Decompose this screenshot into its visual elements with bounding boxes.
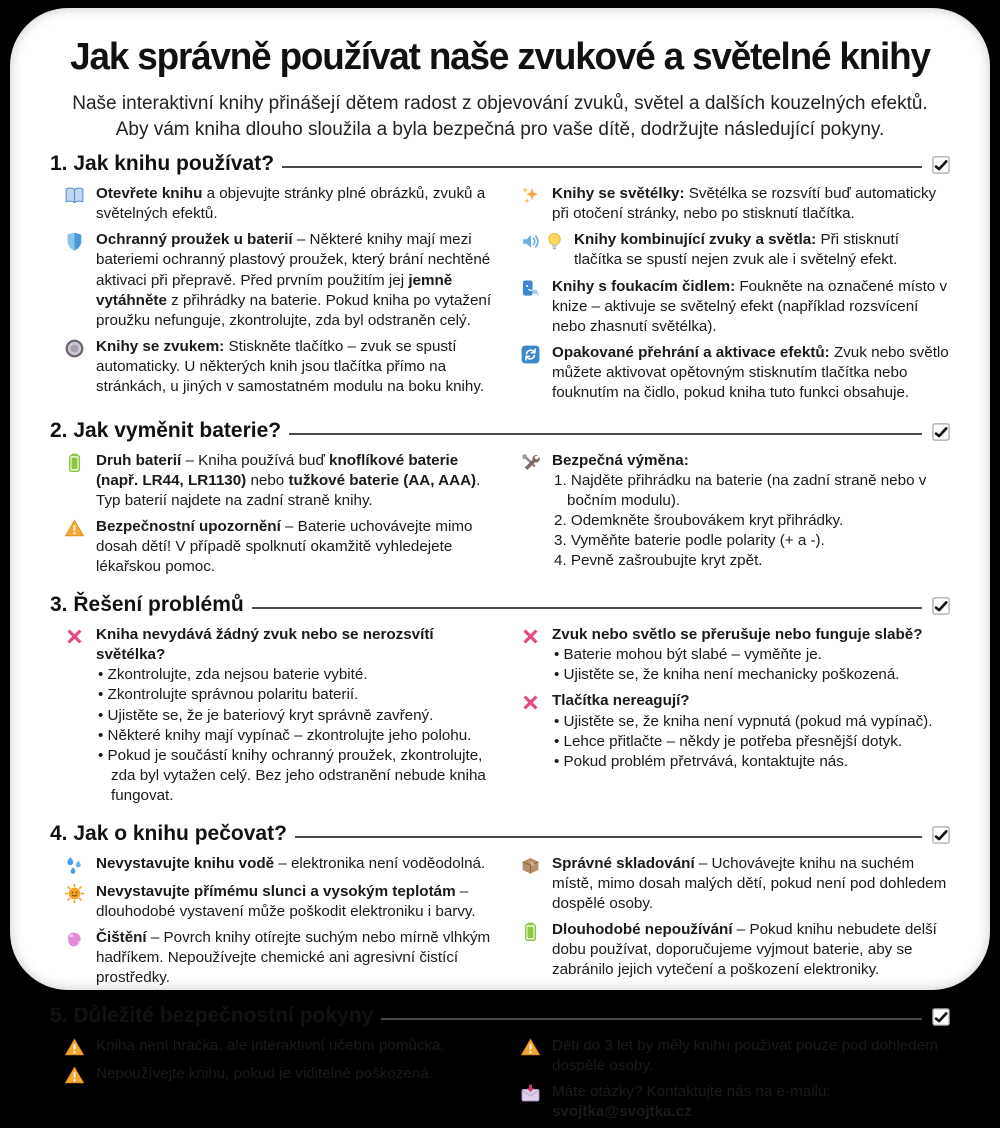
text-regular: – Kniha používá buď [181,451,330,469]
text-regular: Světélka se rozsvítí buď automaticky při otočení stránky, nebo po stisknutí tlačítka. [552,185,937,223]
instruction-text [96,337,494,397]
instruction-item [64,1036,494,1058]
warning-icon [64,1037,85,1058]
bullet-line: • Ujistěte se, že kniha není vypnutá (pokud má vypínač). [554,712,933,730]
text-bold: Zvuk nebo světlo se přerušuje nebo funguje slabě? [552,626,923,644]
instruction-text [96,882,494,922]
item-icons [520,920,543,980]
text-bold: Knihy se zvukem: [96,337,225,355]
item-icons [520,343,543,403]
instruction-text [96,928,494,988]
open-book-icon [64,185,85,206]
instruction-text [96,625,494,806]
item-icons [64,1036,87,1058]
bullet-line: • Lehce přitlačte – někdy je potřeba přesnější dotyk. [554,732,903,750]
instruction-item [64,451,494,511]
text-regular: – Povrch knihy otírejte suchým nebo mírně vlhkým hadříkem. Nepoužívejte chemické ani agresivní čistící prostředky. [96,928,491,987]
sun-icon [64,883,85,904]
section-title: 4. Jak o knihu pečovat? [50,821,287,845]
page-title: Jak správně používat naše zvukové a světelné knihy [70,36,930,78]
instruction-item [64,337,494,397]
instruction-item [64,882,494,922]
section-columns [50,621,950,812]
x-icon [520,692,541,713]
bullet-line: • Pokud je součástí knihy ochranný proužek, zkontrolujte, zda byl vytažen celý. Bez jeho odstranění nebude kniha fungovat. [98,746,486,804]
instruction-item [520,1082,950,1122]
item-icons [64,184,87,224]
item-icons [64,882,87,922]
x-icon [64,626,85,647]
section-heading-row [50,152,950,176]
text-bold: Čištění [96,928,147,946]
text-bold: Knihy kombinující zvuky a světla: [574,231,817,249]
text-regular: Při stisknutí tlačítka se spustí nejen zvuk ale i světelný efekt. [574,231,899,269]
repeat-icon [520,344,541,365]
section-title: 5. Důležité bezpečnostní pokyny [50,1004,374,1028]
item-icons [64,337,87,397]
warning-icon [64,518,85,539]
item-icons [520,854,543,914]
item-icons [520,277,543,337]
column-left [64,1032,494,1128]
text-regular: nebo [246,471,289,489]
instruction-text [552,1082,950,1122]
text-regular: z přihrádky na baterie. Pokud kniha po vytažení proužku nefunguje, zkontrolujte, zda byl odstraněn celý. [96,291,492,329]
leaflet-page [10,8,990,1121]
warning-icon [64,1065,85,1086]
item-icons [520,1036,543,1076]
text-bold: Správné skladování [552,854,695,872]
text-bold: Otevřete knihu [96,185,203,203]
bullet-line: 2. Odemkněte šroubovákem kryt přihrádky. [554,512,844,530]
section-replace-batteries [50,419,950,583]
section-safety [50,1004,950,1128]
instruction-text [96,854,494,876]
section-heading-row [50,822,950,846]
instruction-text [552,343,950,403]
bullet-line: • Ujistěte se, že je bateriový kryt správně zavřený. [98,706,434,724]
section-columns [50,850,950,994]
text-bold: Kniha nevydává žádný zvuk nebo se nerozsvítí světélka? [96,626,434,664]
bullet-line: • Baterie mohou být slabé – vyměňte je. [554,646,822,664]
instruction-text [552,625,950,685]
battery-icon [64,452,85,473]
intro-text [50,91,950,142]
bullet-line: 3. Vyměňte baterie podle polarity (+ a -). [554,532,825,550]
instruction-item [520,230,950,270]
instruction-item [520,854,950,914]
section-heading-row [50,419,950,443]
warning-icon [520,1037,541,1058]
mail-icon [520,1083,541,1104]
text-bold: Dlouhodobé nepoužívání [552,921,733,939]
section-title: 1. Jak knihu používat? [50,152,275,176]
item-icons [64,854,87,876]
section-divider [282,166,922,168]
checkbox-checked-icon [932,597,950,615]
item-icons [520,230,565,270]
checkbox-checked-icon [932,423,950,441]
instruction-item [64,928,494,988]
column-right [520,447,950,583]
text-regular: a objevujte stránky plné obrázků, zvuků a světelných efektů. [96,185,486,223]
column-left [64,621,494,812]
text-bold: svojtka@svojtka.cz [552,1103,692,1121]
section-title: 2. Jak vyměnit baterie? [50,418,282,442]
instruction-text [96,184,494,224]
section-divider [252,607,922,609]
instruction-item [64,625,494,806]
text-regular: Stiskněte tlačítko – zvuk se spustí automaticky. U některých knih jsou tlačítka přímo na stránkách, u jiných v samostatném modulu na boku knihy. [96,337,485,395]
section-columns [50,447,950,583]
text-regular: – Některé knihy mají mezi bateriemi ochranný plastový proužek, který brání nechtěné aktivaci při přepravě. Před prvním použitím jej [96,231,491,289]
instruction-text [96,1036,494,1058]
text-bold: Druh baterií [96,451,182,469]
instruction-text [552,920,950,980]
instruction-item [520,920,950,980]
text-regular: Nepoužívejte knihu, pokud je viditelně poškozená. [96,1065,433,1083]
column-right [520,1032,950,1128]
text-regular: – dlouhodobé vystavení může poškodit elektroniku i barvy. [96,882,476,920]
text-regular: – Baterie uchovávejte mimo dosah dětí! V případě spolknutí okamžitě vyhledejete lékařskou pomoc. [96,518,473,576]
instruction-text [96,451,494,511]
text-bold: Bezpečnostní upozornění [96,518,281,536]
item-icons [64,230,87,330]
tools-icon [520,452,541,473]
item-icons [520,625,543,685]
item-icons [520,451,543,571]
text-regular: Kniha není hračka, ale interaktivní učební pomůcka. [96,1037,445,1055]
instruction-text [574,230,950,270]
item-icons [64,517,87,577]
instruction-text [552,1036,950,1076]
x-icon [520,626,541,647]
section-how-to-use [50,152,950,409]
box-icon [520,855,541,876]
text-bold: Knihy s foukacím čidlem: [552,277,736,295]
bullet-line: • Zkontrolujte správnou polaritu baterií. [98,686,359,704]
checkbox-checked-icon [932,1008,950,1026]
instruction-item [64,517,494,577]
section-care [50,822,950,994]
column-left [64,447,494,583]
instruction-item [520,343,950,403]
bullet-line: • Některé knihy mají vypínač – zkontrolujte jeho polohu. [98,726,472,744]
instruction-item [520,1036,950,1076]
text-regular: – Pokud knihu nebudete delší dobu používat, doporučujeme vyjmout baterie, aby se zabránilo jejich vytečení a poškození elektroniky. [552,921,937,979]
section-columns [50,1032,950,1128]
text-bold: jemně vytáhněte [96,271,453,309]
checkbox-checked-icon [932,826,950,844]
intro-line-1: Naše interaktivní knihy přinášejí dětem radost z objevování zvuků, světel a dalších kouzelných efektů. [72,93,928,114]
text-bold: knoflíkové baterie (např. LR44, LR1130) [96,451,459,489]
battery-icon [520,921,541,942]
item-icons [64,625,87,806]
section-divider [289,433,922,435]
text-regular: – Uchovávejte knihu na suchém místě, mimo dosah malých dětí, pokud není pod dohledem dospělé osoby. [552,854,947,912]
text-bold: Ochranný proužek u baterií [96,231,293,249]
section-divider [295,836,922,838]
text-bold: Opakované přehrání a aktivace efektů: [552,343,830,361]
sponge-icon [64,929,85,950]
instruction-item [64,1064,494,1086]
bulb-icon [544,231,565,252]
item-icons [520,184,543,224]
instruction-item [64,854,494,876]
text-bold: Nevystavujte přímému slunci a vysokým teplotám [96,882,456,900]
text-regular: Zvuk nebo světlo můžete aktivovat opětovným stisknutím tlačítka nebo fouknutím na čidlo, pokud kniha tuto funkci obsahuje. [552,343,949,401]
text-regular: Děti do 3 let by měly knihu používat pouze pod dohledem dospělé osoby. [552,1037,938,1075]
text-regular: Foukněte na označené místo v knize – aktivuje se světelný efekt (například rozsvícení nebo zhasnutí světélka). [552,277,948,335]
instruction-item [520,184,950,224]
bullet-line: • Zkontrolujte, zda nejsou baterie vybité. [98,666,368,684]
instruction-text [552,277,950,337]
section-heading-row [50,1004,950,1028]
blow-sensor-icon [520,278,541,299]
checkbox-checked-icon [932,156,950,174]
section-heading-row [50,593,950,617]
text-bold: Nevystavujte knihu vodě [96,854,275,872]
sound-button-icon [64,338,85,359]
column-right [520,850,950,994]
column-left [64,180,494,409]
instruction-item [520,691,950,771]
text-bold: Knihy se světélky: [552,185,685,203]
item-icons [520,691,543,771]
section-title: 3. Řešení problémů [50,593,244,617]
sparkles-icon [520,185,541,206]
column-right [520,180,950,409]
text-regular: Máte otázky? Kontaktujte nás na e-mailu: [552,1083,831,1101]
item-icons [520,1082,543,1122]
text-bold: Tlačítka nereagují? [552,692,690,710]
instruction-text [96,1064,494,1086]
instruction-item [520,277,950,337]
intro-line-2: Aby vám kniha dlouho sloužila a byla bezpečná pro vaše dítě, dodržujte následující pokyny. [115,118,885,140]
bullet-line: • Pokud problém přetrvává, kontaktujte nás. [554,752,849,770]
bullet-line: 1. Najděte přihrádku na baterie (na zadní straně nebo v bočním modulu). [554,471,927,510]
item-icons [64,451,87,511]
text-bold: Bezpečná výměna: [552,451,689,469]
text-regular: . Typ baterií najdete na zadní straně knihy. [96,471,481,510]
section-columns [50,180,950,409]
item-icons [64,1064,87,1086]
instruction-item [64,230,494,330]
water-icon [64,855,85,876]
instruction-item [64,184,494,224]
speaker-icon [520,231,541,252]
bullet-line: • Ujistěte se, že kniha není mechanicky poškozená. [554,666,900,684]
section-divider [381,1018,922,1020]
section-troubleshooting [50,593,950,812]
instruction-item [520,625,950,685]
instruction-text [552,691,950,771]
shield-icon [64,231,85,252]
column-right [520,621,950,812]
instruction-item [520,451,950,571]
instruction-text [96,230,494,330]
instruction-text [552,451,950,571]
column-left [64,850,494,994]
text-regular: – elektronika není voděodolná. [274,854,486,872]
instruction-text [552,854,950,914]
bullet-line: 4. Pevně zašroubujte kryt zpět. [554,552,763,570]
instruction-text [552,184,950,224]
text-bold: tužkové baterie (AA, AAA) [288,471,477,489]
instruction-text [96,517,494,577]
item-icons [64,928,87,988]
